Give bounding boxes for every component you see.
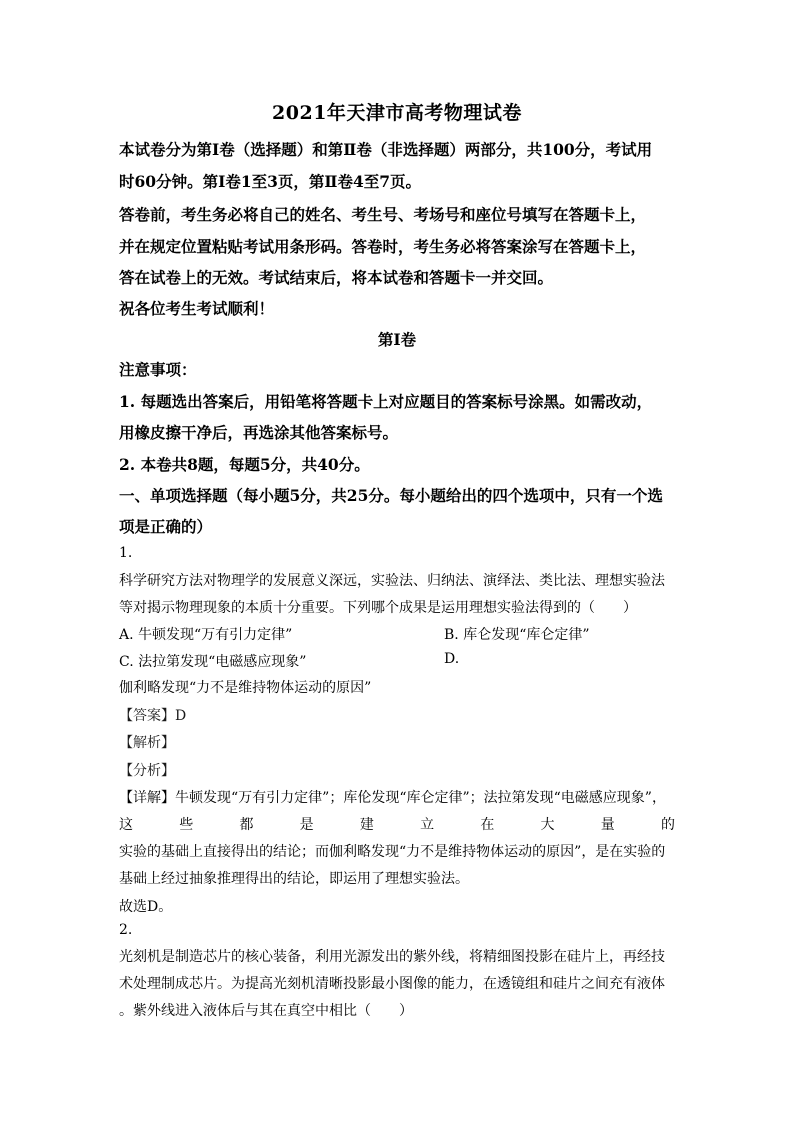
intro-line: 时60分钟。第Ⅰ卷1至3页，第Ⅱ卷4至7页。	[119, 172, 422, 191]
question-number: 2.	[119, 922, 133, 938]
question-number: 1.	[119, 545, 133, 561]
spread-char: 这	[119, 817, 133, 833]
notes-item: 2. 本卷共8题，每题5分，共40分。	[119, 455, 370, 474]
question-stem: 等对揭示物理现象的本质十分重要。下列哪个成果是运用理想实验法得到的（ ）	[119, 600, 637, 616]
notes-item: 用橡皮擦干净后，再选涂其他答案标号。	[119, 423, 399, 442]
spread-char: 建	[359, 817, 374, 833]
fenxi-label: 【分析】	[119, 763, 175, 779]
option-d: D.	[444, 651, 460, 667]
spread-char: 的	[660, 817, 675, 833]
option-a: A. 牛顿发现“万有引力定律”	[119, 627, 293, 643]
answer-label: 【答案】D	[119, 708, 187, 724]
question-stem: 术处理制成芯片。为提高光刻机清晰投影最小图像的能力，在透镜组和硅片之间充有液体	[119, 976, 665, 992]
question-stem: 科学研究方法对物理学的发展意义深远，实验法、归纳法、演绎法、类比法、理想实验法	[119, 573, 665, 589]
option-c: C. 法拉第发现“电磁感应现象”	[119, 654, 307, 670]
detail-text: 基础上经过抽象推理得出的结论，即运用了理想实验法。	[119, 871, 469, 887]
analysis-label: 【解析】	[119, 735, 175, 751]
part-heading: 项是正确的）	[119, 517, 213, 536]
question-stem: 光刻机是制造芯片的核心装备，利用光源发出的紫外线，将精细图投影在硅片上，再经技	[119, 949, 665, 965]
intro-line: 答卷前，考生务必将自己的姓名、考生号、考场号和座位号填写在答题卡上，	[119, 205, 647, 224]
part-heading: 一、单项选择题（每小题5分，共25分。每小题给出的四个选项中，只有一个选	[119, 486, 663, 505]
spread-char: 在	[480, 817, 495, 833]
spread-char: 都	[239, 817, 254, 833]
option-b: B. 库仑发现“库仑定律”	[444, 627, 590, 643]
spread-char: 些	[179, 817, 194, 833]
intro-line: 本试卷分为第Ⅰ卷（选择题）和第Ⅱ卷（非选择题）两部分，共100分，考试用	[119, 140, 653, 159]
spread-char: 立	[420, 817, 435, 833]
spread-char: 大	[540, 817, 555, 833]
exam-title: 2021年天津市高考物理试卷	[272, 102, 522, 124]
spread-char: 是	[299, 817, 314, 833]
detail-text: 实验的基础上直接得出的结论；而伽利略发现“力不是维持物体运动的原因”，是在实验的	[119, 844, 666, 860]
option-d-text: 伽利略发现“力不是维持物体运动的原因”	[119, 680, 372, 696]
intro-line: 答在试卷上的无效。考试结束后，将本试卷和答题卡一并交回。	[119, 268, 554, 287]
intro-line: 祝各位考生考试顺利！	[119, 299, 275, 318]
detail-spread-line	[119, 814, 675, 834]
notes-item: 1. 每题选出答案后，用铅笔将答题卡上对应题目的答案标号涂黑。如需改动，	[119, 392, 653, 411]
question-stem: 。紫外线进入液体后与其在真空中相比（ ）	[119, 1003, 413, 1019]
intro-line: 并在规定位置粘贴考试用条形码。答卷时，考生务必将答案涂写在答题卡上，	[119, 237, 647, 256]
notes-heading: 注意事项：	[119, 360, 197, 379]
section-title: 第Ⅰ卷	[377, 330, 417, 349]
spread-char: 量	[600, 817, 615, 833]
detail-text: 【详解】牛顿发现“万有引力定律”；库伦发现“库仑定律”；法拉第发现“电磁感应现象”，	[119, 790, 666, 806]
conclusion-text: 故选D。	[119, 899, 173, 915]
